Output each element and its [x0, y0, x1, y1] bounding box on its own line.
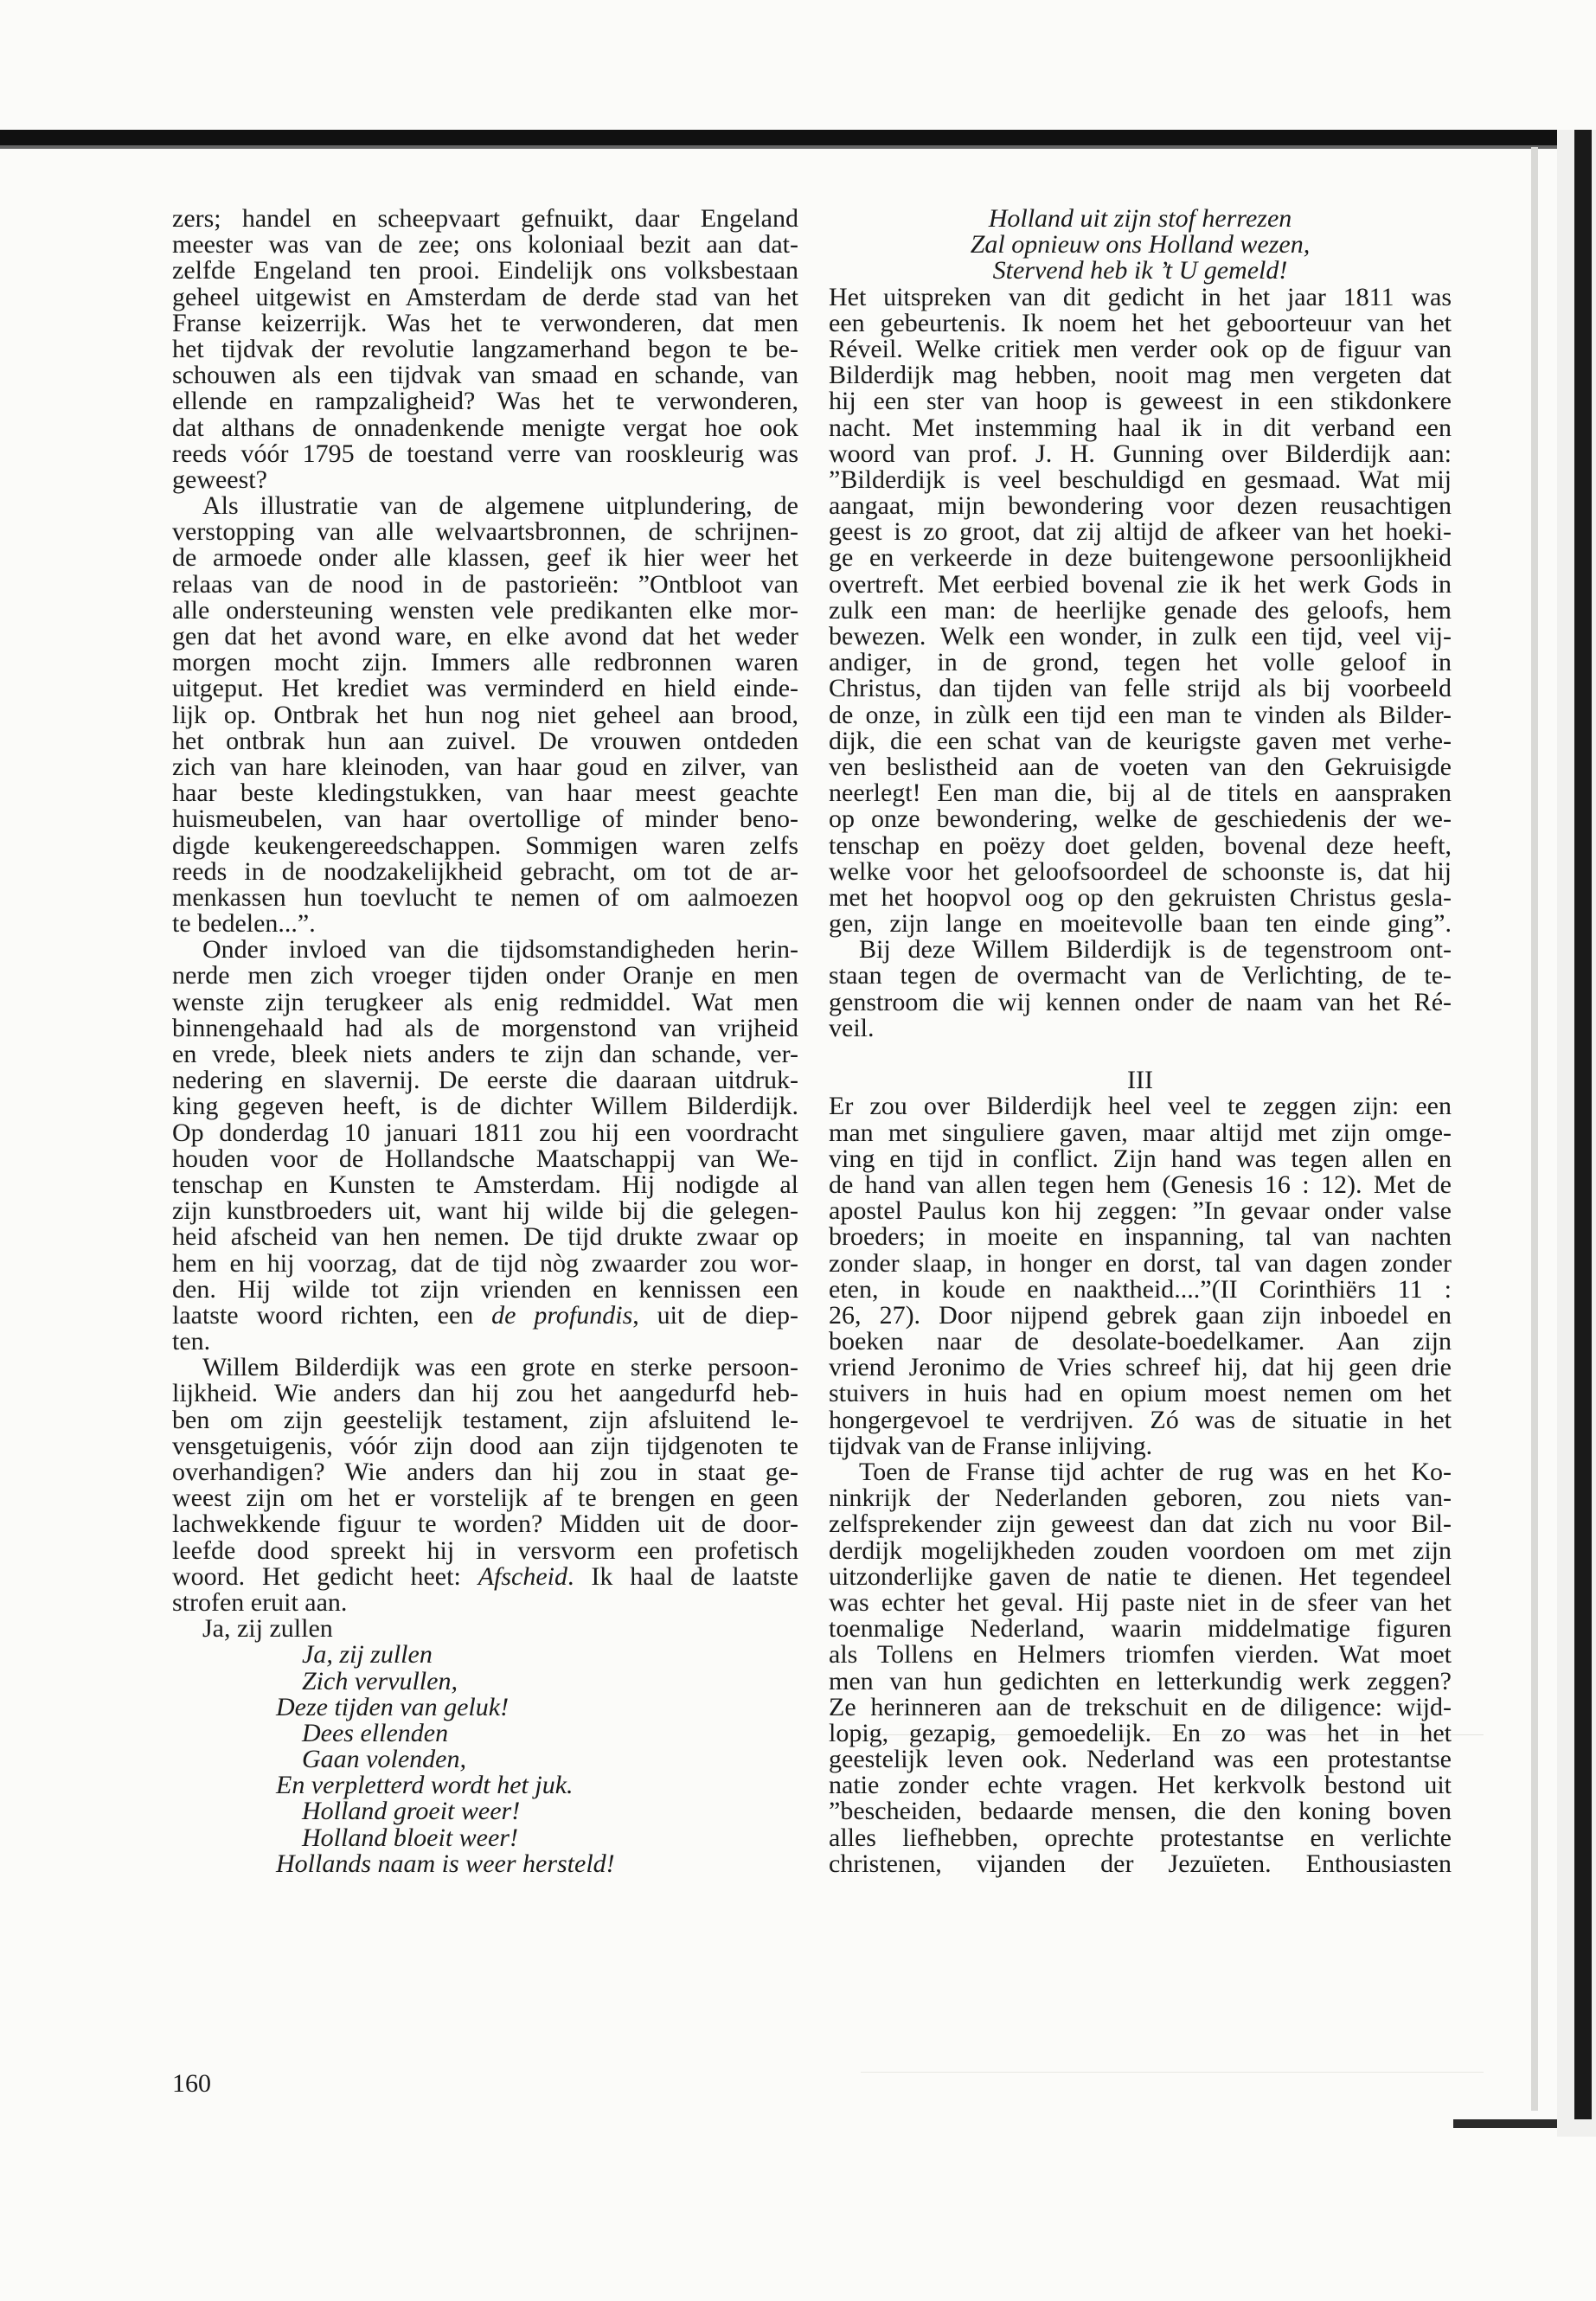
text-line: tijdvak van de Franse inlijving.: [829, 1431, 1153, 1460]
text-line: Willem Bilderdijk was een grote en sterke persoon-: [202, 1353, 798, 1382]
text-line: en vrede, bleek niets anders te zijn dan schande, ver-: [172, 1040, 798, 1068]
scan-right-border: [1574, 130, 1592, 2119]
text-line: [829, 1042, 1452, 1067]
text-line: te bedelen...”.: [172, 909, 316, 939]
show-through-rule: [861, 2072, 1484, 2073]
text-line: heid afscheid van hen nemen. De tijd drukte zwaar op: [172, 1222, 798, 1252]
text-line: Bilderdijk mag hebben, nooit mag men vergeten dat: [829, 361, 1452, 390]
text-line: Réveil. Welke critiek men verder ook op de figuur van: [829, 334, 1452, 363]
text-line: derdijk mogelijkheden zouden voordoen om met zijn: [829, 1535, 1452, 1565]
text-line: Toen de Franse tijd achter de rug was en het Ko-: [859, 1458, 1452, 1486]
text-line: was echter het geval. Hij paste niet in de sfeer van het: [829, 1587, 1452, 1617]
text-line: Het uitspreken van dit gedicht in het jaar 1811 was: [829, 282, 1452, 311]
text-line: de onze, in zùlk een tijd een man te vinden als Bilder-: [829, 700, 1452, 729]
text-line: huismeubelen, van haar overtollige of minder beno-: [172, 804, 798, 834]
text-line: strofen eruit aan.: [172, 1587, 348, 1617]
text-line: ben om zijn geestelijk testament, zijn afsluitend le-: [172, 1405, 798, 1434]
text-line: Stervend heb ik ’t U gemeld!: [992, 256, 1288, 285]
text-line: ”bescheiden, bedaarde mensen, die den koning boven: [829, 1797, 1452, 1826]
text-line: relaas van de nood in de pastorieën: ”Ontbloot van: [172, 569, 798, 599]
text-line: bewezen. Welk een wonder, in zulk een tijd, veel vij-: [829, 622, 1452, 651]
text-line: woord. Het gedicht heet: Afscheid. Ik haal de laatste: [172, 1561, 798, 1591]
text-line: dijk, die een schat van de keurigste gaven met verhe-: [829, 726, 1452, 755]
text-line: uitzonderlijke gaven de natie te dienen. Het tegendeel: [829, 1561, 1452, 1591]
scan-page-edge: [1531, 147, 1538, 2111]
text-line: III: [1127, 1066, 1153, 1095]
text-line: zich van hare kleinoden, van haar goud en zilver, van: [172, 752, 798, 781]
text-line: aangaat, mijn bewondering voor dezen reusachtigen: [829, 491, 1452, 521]
text-line: de hand van allen tegen hem (Genesis 16 : 12). Met de: [829, 1170, 1452, 1199]
text-line: houden voor de Hollandsche Maatschappij van We-: [172, 1144, 798, 1173]
poem-line: Ja, zij zullen: [302, 1640, 433, 1670]
text-line: king gegeven heeft, is de dichter Willem Bilderdijk.: [172, 1092, 798, 1121]
scan-top-border: [0, 130, 1596, 145]
text-line: tenschap en Kunsten te Amsterdam. Hij nodigde al: [172, 1170, 798, 1199]
text-line: laatste woord richten, een de profundis, uit de diep-: [172, 1300, 798, 1330]
text-line: menkassen hun toevlucht te nemen of om aalmoezen: [172, 882, 798, 912]
text-line: zers; handel en scheepvaart gefnuikt, daar Engeland: [172, 204, 798, 233]
text-line: men van hun gedichten en letterkundig werk zeggen?: [829, 1666, 1452, 1695]
text-line: genstroom die wij kennen onder de naam van het Ré-: [829, 987, 1452, 1016]
text-line: ninkrijk der Nederlanden geboren, zou niets van-: [829, 1484, 1452, 1513]
text-line: alle ondersteuning wensten vele predikanten elke mor-: [172, 595, 798, 625]
text-line: welke voor het geloofsoordeel de schoonste is, dat hij: [829, 856, 1452, 886]
text-line: reeds in de noodzakelijkheid gebracht, om tot de ar-: [172, 856, 798, 886]
text-line: staan tegen de overmacht van de Verlichting, de te-: [829, 961, 1452, 990]
text-line: alles liefhebben, oprechte protestantse en verlichte: [829, 1823, 1452, 1852]
text-line: geweest?: [172, 465, 267, 494]
text-line: Ze herinneren aan de trekschuit en de diligence: wijd-: [829, 1692, 1452, 1721]
text-line: woord van prof. J. H. Gunning over Bilderdijk aan:: [829, 439, 1452, 468]
text-line: Holland uit zijn stof herrezen: [988, 204, 1292, 233]
text-line: hongergevoel te verdrijven. Zó was de situatie in het: [829, 1405, 1452, 1434]
text-line: verstopping van alle welvaartsbronnen, de schrijnen-: [172, 517, 798, 547]
poem-line: Hollands naam is weer hersteld!: [276, 1849, 615, 1878]
text-line: Franse keizerrijk. Was het te verwonderen, dat men: [172, 308, 798, 337]
text-line: meester was van de zee; ons koloniaal bezit aan dat-: [172, 230, 798, 260]
text-line: ten.: [172, 1327, 211, 1356]
text-line: Als illustratie van de algemene uitplundering, de: [202, 491, 798, 521]
text-line: leefde dood spreekt hij in versvorm een profetisch: [172, 1535, 798, 1565]
text-line: zulk een man: de heerlijke genade des geloofs, hem: [829, 595, 1452, 625]
text-line: hem en hij voorzag, dat de tijd nòg zwaarder zou wor-: [172, 1248, 798, 1278]
text-line: man met singuliere gaven, maar altijd met zijn omge-: [829, 1118, 1452, 1147]
text-line: Er zou over Bilderdijk heel veel te zeggen zijn: een: [829, 1092, 1452, 1121]
text-line: reeds vóór 1795 de toestand verre van rooskleurig was: [172, 439, 798, 468]
text-line: geestelijk leven ook. Nederland was een protestantse: [829, 1745, 1452, 1774]
text-line: morgen mocht zijn. Immers alle redbronnen waren: [172, 648, 798, 677]
poem-line: En verpletterd wordt het juk.: [276, 1771, 574, 1800]
text-line: andiger, in de grond, tegen het volle geloof in: [829, 648, 1452, 677]
text-line: als Tollens en Helmers triomfen vierden. Wat moet: [829, 1640, 1452, 1670]
text-line: Zal opnieuw ons Holland wezen,: [970, 230, 1311, 260]
text-line: haar beste kledingstukken, van haar meest geachte: [172, 779, 798, 808]
poem-line: Zich vervullen,: [302, 1666, 458, 1695]
text-line: Op donderdag 10 januari 1811 zou hij een voordracht: [172, 1118, 798, 1147]
text-line: zijn kunstbroeders uit, want hij wilde bij die gelegen-: [172, 1196, 798, 1226]
text-line: eten, in koude en naaktheid....”(II Corinthiërs 11 :: [829, 1274, 1452, 1304]
right-text-column: [829, 206, 1452, 1877]
text-line: gen dat het avond ware, en elke avond dat het weder: [172, 622, 798, 651]
text-line: Bij deze Willem Bilderdijk is de tegenstroom ont-: [859, 935, 1452, 965]
text-line: natie zonder echte vragen. Het kerkvolk bestond uit: [829, 1771, 1452, 1800]
text-line: het ontbrak hun aan zuivel. De vrouwen ontdeden: [172, 726, 798, 755]
text-line: Onder invloed van die tijdsomstandigheden herin-: [202, 935, 798, 965]
text-line: zelfsprekender zijn geweest dan dat zich nu voor Bil-: [829, 1509, 1452, 1539]
text-line: het tijdvak der revolutie langzamerhand begon te be-: [172, 334, 798, 363]
text-line: overhandigen? Wie anders dan hij zou in staat ge-: [172, 1458, 798, 1486]
text-line: christenen, vijanden der Jezuïeten. Enthousiasten: [829, 1849, 1452, 1878]
text-line: hij een ster van hoop is geweest in een stikdonkere: [829, 387, 1452, 416]
text-line: ellende en rampzaligheid? Was het te verwonderen,: [172, 387, 798, 416]
text-line: vensgetuigenis, vóór zijn dood aan zijn tijdgenoten te: [172, 1431, 798, 1460]
text-line: geest is zo groot, dat zij altijd de afkeer van het hoeki-: [829, 517, 1452, 547]
text-line: Christus, dan tijden van felle strijd als bij voorbeeld: [829, 674, 1452, 703]
scan-top-border-shadow: [0, 145, 1596, 149]
text-line: een gebeurtenis. Ik noem het het geboorteuur van het: [829, 308, 1452, 337]
text-line: lijk op. Ontbrak het hun nog niet geheel aan brood,: [172, 700, 798, 729]
text-line: met het hoopvol oog op den gekruisten Christus gesla-: [829, 882, 1452, 912]
text-line: gen, zijn lange en moeitevolle baan ten einde ging”.: [829, 909, 1452, 939]
text-line: nacht. Met instemming haal ik in dit verband een: [829, 413, 1452, 442]
text-line: boeken naar de desolate-boedelkamer. Aan zijn: [829, 1327, 1452, 1356]
text-line: weest zijn om het er vorstelijk af te brengen en geen: [172, 1484, 798, 1513]
text-line: vriend Jeronimo de Vries schreef hij, dat hij geen drie: [829, 1353, 1452, 1382]
text-line: uitgeput. Het krediet was verminderd en hield einde-: [172, 674, 798, 703]
text-line: veil.: [829, 1013, 875, 1042]
text-line: apostel Paulus kon hij zeggen: ”In gevaar onder valse: [829, 1196, 1452, 1226]
text-line: lopig, gezapig, gemoedelijk. En zo was het in het: [829, 1718, 1452, 1747]
text-line: zelfde Engeland ten prooi. Eindelijk ons volksbestaan: [172, 256, 798, 285]
text-line: ving en tijd in conflict. Zijn hand was tegen allen en: [829, 1144, 1452, 1173]
text-line: ”Bilderdijk is veel beschuldigd en gesmaad. Wat mij: [829, 465, 1452, 494]
text-line: zonder slaap, in honger en dorst, tal van dagen zonder: [829, 1248, 1452, 1278]
poem-line: Holland groeit weer!: [302, 1797, 521, 1826]
text-line: lijkheid. Wie anders dan hij zou het aangedurfd heb-: [172, 1379, 798, 1408]
text-line: de armoede onder alle klassen, geef ik hier weer het: [172, 543, 798, 573]
left-text-column: [172, 206, 798, 1877]
text-line: neerlegt! Een man die, bij al de titels en aanspraken: [829, 779, 1452, 808]
page-number: 160: [172, 2069, 211, 2098]
text-line: schouwen als een tijdvak van smaad en schande, van: [172, 361, 798, 390]
text-line: Ja, zij zullen: [202, 1614, 333, 1644]
text-line: lachwekkende figuur te worden? Midden uit de door-: [172, 1509, 798, 1539]
text-line: den. Hij wilde tot zijn vrienden en kennissen een: [172, 1274, 798, 1304]
text-line: geheel uitgewist en Amsterdam de derde stad van het: [172, 282, 798, 311]
poem-line: Holland bloeit weer!: [302, 1823, 518, 1852]
text-line: 26, 27). Door nijpend gebrek gaan zijn inboedel en: [829, 1300, 1452, 1330]
text-line: toenmalige Nederland, waarin middelmatige figuren: [829, 1614, 1452, 1644]
text-line: wenste zijn terugkeer als enig redmiddel. Wat men: [172, 987, 798, 1016]
text-line: stuivers in huis had en opium moest nemen om het: [829, 1379, 1452, 1408]
text-line: binnengehaald had als de morgenstond van vrijheid: [172, 1013, 798, 1042]
text-line: ge en verkeerde in deze buitengewone persoonlijkheid: [829, 543, 1452, 573]
text-line: broeders; in moeite en inspanning, tal van nachten: [829, 1222, 1452, 1252]
text-line: digde keukengereedschappen. Sommigen waren zelfs: [172, 830, 798, 860]
poem-line: Deze tijden van geluk!: [276, 1692, 510, 1721]
text-line: nedering en slavernij. De eerste die daaraan uitdruk-: [172, 1066, 798, 1095]
text-line: ven beslistheid aan de voeten van den Gekruisigde: [829, 752, 1452, 781]
text-line: tenschap en poëzy doet gelden, bovenal deze heeft,: [829, 830, 1452, 860]
poem-line: Gaan volenden,: [302, 1745, 466, 1774]
text-line: op onze bewondering, welke de geschiedenis der we-: [829, 804, 1452, 834]
poem-line: Dees ellenden: [302, 1718, 449, 1747]
text-line: overtreft. Met eerbied bovenal zie ik het werk Gods in: [829, 569, 1452, 599]
text-line: nerde men zich vroeger tijden onder Oranje en men: [172, 961, 798, 990]
scan-bottom-mark: [1453, 2119, 1557, 2128]
text-line: dat althans de onnadenkende menigte vergat hoe ook: [172, 413, 798, 442]
